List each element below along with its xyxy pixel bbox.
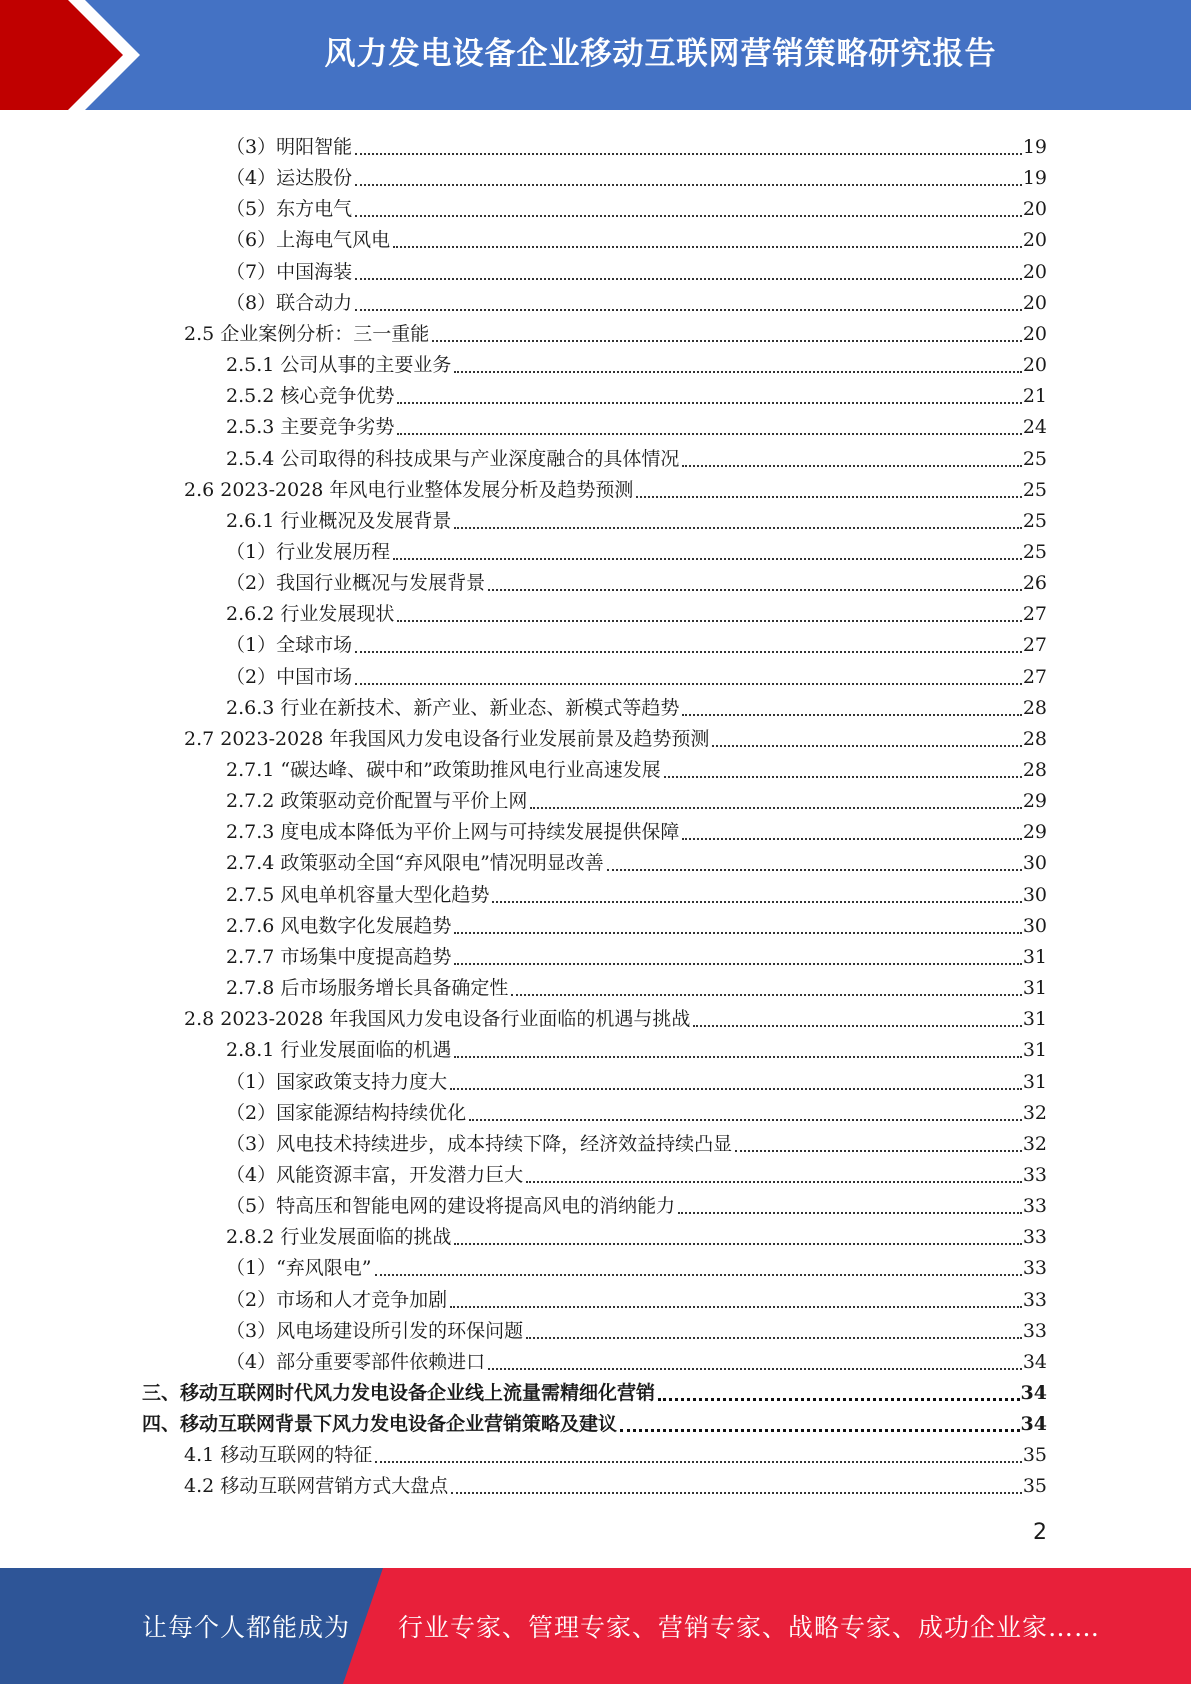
toc-entry-title: 2.7.8 后市场服务增长具备确定性 (226, 977, 509, 1000)
toc-dot-leader (355, 153, 1022, 155)
toc-entry-title: （3）风电场建设所引发的环保问题 (226, 1319, 524, 1342)
toc-dot-leader (682, 465, 1021, 467)
toc-entry-title: 2.7.1 “碳达峰、碳中和”政策助推风电行业高速发展 (226, 759, 661, 781)
toc-entry-title: （1）国家政策支持力度大 (226, 1070, 448, 1093)
toc-entry-page: 20 (1022, 260, 1047, 283)
toc-entry[interactable] (226, 688, 1047, 719)
toc-dot-leader (454, 1243, 1021, 1245)
toc-dot-leader (682, 714, 1021, 716)
toc-entry-title: （5）东方电气 (226, 198, 353, 221)
toc-dot-leader (664, 776, 1022, 778)
toc-dot-leader (735, 1150, 1022, 1152)
toc-entry-title: （5）特高压和智能电网的建设将提高风电的消纳能力 (226, 1195, 676, 1218)
toc-entry-title: 2.6.1 行业概况及发展背景 (226, 509, 452, 532)
toc-entry-title: 2.7 2023-2028 年我国风力发电设备行业发展前景及趋势预测 (184, 727, 710, 750)
toc-entry-title: （4）运达股份 (226, 167, 353, 190)
toc-entry[interactable] (184, 470, 1047, 501)
toc-entry[interactable] (226, 843, 1047, 874)
toc-entry-page: 20 (1022, 354, 1047, 377)
toc-dot-leader (658, 1398, 1020, 1401)
toc-entry-page: 31 (1022, 945, 1047, 968)
toc-entry[interactable] (226, 1062, 1047, 1093)
toc-entry-page: 20 (1022, 229, 1047, 252)
toc-entry-page: 20 (1022, 322, 1047, 345)
toc-entry[interactable] (226, 625, 1047, 656)
toc-entry-page: 29 (1022, 790, 1047, 813)
toc-entry-title: （3）风电技术持续进步，成本持续下降，经济效益持续凸显 (226, 1132, 733, 1155)
toc-dot-leader (682, 838, 1021, 840)
toc-entry[interactable] (226, 439, 1047, 470)
toc-entry-title: 2.5 企业案例分析：三一重能 (184, 322, 430, 345)
toc-entry-page: 28 (1022, 696, 1047, 719)
toc-entry[interactable] (184, 1435, 1047, 1466)
toc-dot-leader (454, 932, 1021, 934)
toc-dot-leader (469, 1119, 1022, 1121)
toc-entry[interactable] (184, 719, 1047, 750)
toc-entry-title: 2.7.2 政策驱动竞价配置与平价上网 (226, 790, 528, 813)
toc-entry-title: 2.6.3 行业在新技术、新产业、新业态、新模式等趋势 (226, 696, 680, 719)
toc-entry[interactable] (226, 781, 1047, 812)
toc-entry[interactable] (226, 657, 1047, 688)
toc-entry-title: 4.2 移动互联网营销方式大盘点 (184, 1475, 449, 1498)
toc-dot-leader (607, 869, 1022, 871)
toc-dot-leader (454, 1056, 1021, 1058)
toc-entry[interactable] (226, 252, 1047, 283)
toc-entry[interactable] (226, 407, 1047, 438)
toc-dot-leader (488, 1368, 1022, 1370)
toc-dot-leader (454, 371, 1021, 373)
toc-entry[interactable] (226, 158, 1047, 189)
toc-entry-title: （2）中国市场 (226, 665, 353, 688)
toc-entry-page: 19 (1022, 167, 1047, 190)
toc-entry[interactable] (142, 1373, 1047, 1404)
toc-entry-title: 2.7.6 风电数字化发展趋势 (226, 914, 452, 937)
toc-entry-page: 25 (1022, 447, 1047, 470)
toc-dot-leader (393, 246, 1022, 248)
toc-dot-leader (492, 901, 1021, 903)
toc-entry[interactable] (184, 1466, 1047, 1497)
toc-dot-leader (355, 278, 1022, 280)
toc-entry-page: 20 (1022, 291, 1047, 314)
toc-entry-title: 2.7.3 度电成本降低为平价上网与可持续发展提供保障 (226, 821, 680, 844)
toc-dot-leader (432, 340, 1022, 342)
toc-entry[interactable] (226, 968, 1047, 999)
report-title: 风力发电设备企业移动互联网营销策略研究报告 (324, 35, 997, 72)
toc-dot-leader (678, 1212, 1022, 1214)
toc-entry-title: （2）我国行业概况与发展背景 (226, 572, 486, 595)
footer-slogan-right: 行业专家、管理专家、营销专家、战略专家、成功企业家…… (398, 1613, 1101, 1642)
toc-entry[interactable] (226, 283, 1047, 314)
toc-entry-title: 2.5.1 公司从事的主要业务 (226, 354, 452, 377)
toc-dot-leader (451, 1492, 1022, 1494)
toc-entry[interactable] (226, 1248, 1047, 1279)
toc-dot-leader (636, 496, 1021, 498)
toc-dot-leader (397, 620, 1021, 622)
toc-entry[interactable] (226, 1093, 1047, 1124)
toc-entry-title: 2.8.1 行业发展面临的机遇 (226, 1039, 452, 1062)
toc-dot-leader (355, 309, 1022, 311)
toc-entry[interactable] (226, 1186, 1047, 1217)
toc-entry-page: 25 (1022, 509, 1047, 532)
toc-entry-page: 19 (1022, 136, 1047, 158)
toc-dot-leader (620, 1429, 1020, 1432)
toc-entry-title: 四、移动互联网背景下风力发电设备企业营销策略及建议 (142, 1413, 618, 1436)
toc-entry-title: （8）联合动力 (226, 291, 353, 314)
toc-dot-leader (526, 1181, 1022, 1183)
toc-entry[interactable] (226, 1311, 1047, 1342)
toc-dot-leader (454, 527, 1021, 529)
toc-entry-page: 27 (1022, 665, 1047, 688)
toc-entry-title: 2.8 2023-2028 年我国风力发电设备行业面临的机遇与挑战 (184, 1008, 691, 1031)
toc-entry-title: 2.7.5 风电单机容量大型化趋势 (226, 883, 490, 906)
toc-entry-title: （1）全球市场 (226, 634, 353, 657)
toc-entry-title: 三、移动互联网时代风力发电设备企业线上流量需精细化营销 (142, 1382, 656, 1404)
toc-entry-page: 21 (1022, 385, 1047, 408)
toc-entry-page: 32 (1022, 1132, 1047, 1155)
toc-dot-leader (511, 994, 1021, 996)
toc-entry-title: 2.5.4 公司取得的科技成果与产业深度融合的具体情况 (226, 447, 680, 470)
toc-entry[interactable] (226, 1280, 1047, 1311)
toc-entry-title: 2.7.4 政策驱动全国“弃风限电”情况明显改善 (226, 852, 604, 875)
toc-entry[interactable] (226, 1155, 1047, 1186)
toc-dot-leader (693, 1025, 1021, 1027)
toc-entry[interactable] (226, 345, 1047, 376)
toc-entry-title: （1）“弃风限电” (226, 1257, 372, 1280)
toc-entry-title: （2）国家能源结构持续优化 (226, 1101, 467, 1124)
page-header (0, 0, 1191, 110)
toc-entry-title: 2.6 2023-2028 年风电行业整体发展分析及趋势预测 (184, 478, 634, 501)
toc-entry[interactable] (226, 501, 1047, 532)
toc-dot-leader (355, 683, 1022, 685)
toc-dot-leader (375, 1461, 1022, 1463)
toc-entry[interactable] (142, 1404, 1047, 1435)
toc-entry-page: 27 (1022, 603, 1047, 626)
toc-entry-page: 32 (1022, 1101, 1047, 1124)
toc-dot-leader (526, 1337, 1022, 1339)
toc-entry-title: （4）风能资源丰富，开发潜力巨大 (226, 1163, 524, 1186)
page-number: 2 (1033, 1520, 1047, 1545)
toc-entry[interactable] (226, 189, 1047, 220)
toc-dot-leader (393, 558, 1022, 560)
toc-dot-leader (488, 589, 1022, 591)
toc-entry-title: 2.8.2 行业发展面临的挑战 (226, 1226, 452, 1249)
toc-entry[interactable] (226, 127, 1047, 158)
toc-entry-page: 35 (1022, 1444, 1047, 1467)
toc-entry[interactable] (226, 812, 1047, 843)
toc-dot-leader (375, 1274, 1022, 1276)
toc-entry-page: 27 (1022, 634, 1047, 657)
toc-entry-page: 25 (1022, 478, 1047, 501)
toc-entry[interactable] (226, 1342, 1047, 1373)
toc-dot-leader (450, 1306, 1022, 1308)
toc-entry-page: 34 (1020, 1413, 1047, 1436)
toc-entry-title: 2.5.3 主要竞争劣势 (226, 416, 395, 439)
toc-dot-leader (355, 651, 1022, 653)
toc-dot-leader (454, 963, 1021, 965)
toc-dot-leader (712, 745, 1021, 747)
toc-entry-title: 4.1 移动互联网的特征 (184, 1444, 373, 1467)
toc-entry-title: （4）部分重要零部件依赖进口 (226, 1350, 486, 1373)
toc-entry-page: 34 (1022, 1350, 1047, 1373)
toc-entry-page: 31 (1022, 1070, 1047, 1093)
toc-entry-page: 29 (1022, 821, 1047, 844)
toc-entry-page: 26 (1022, 572, 1047, 595)
toc-entry[interactable] (226, 750, 1047, 781)
toc-entry[interactable] (226, 563, 1047, 594)
toc-entry[interactable] (226, 220, 1047, 251)
toc-entry-title: 2.5.2 核心竞争优势 (226, 385, 395, 408)
toc-entry-page: 34 (1020, 1382, 1047, 1404)
toc-entry[interactable] (226, 532, 1047, 563)
toc-dot-leader (530, 807, 1021, 809)
toc-dot-leader (397, 433, 1021, 435)
toc-entry-title: （1）行业发展历程 (226, 540, 391, 563)
toc-entry-page: 31 (1022, 1039, 1047, 1062)
toc-entry[interactable] (226, 376, 1047, 407)
toc-entry-title: （2）市场和人才竞争加剧 (226, 1288, 448, 1311)
toc-entry-page: 31 (1022, 977, 1047, 1000)
toc-entry-page: 28 (1022, 759, 1047, 781)
toc-entry[interactable] (226, 1030, 1047, 1061)
toc-entry[interactable] (226, 1124, 1047, 1155)
toc-dot-leader (355, 184, 1022, 186)
toc-entry-page: 24 (1022, 416, 1047, 439)
toc-entry-page: 33 (1022, 1226, 1047, 1249)
toc-dot-leader (397, 402, 1021, 404)
toc-entry-page: 33 (1022, 1288, 1047, 1311)
toc-entry[interactable] (226, 875, 1047, 906)
page-footer (0, 1568, 1191, 1684)
toc-entry-page: 30 (1022, 914, 1047, 937)
toc-entry-page: 33 (1022, 1257, 1047, 1280)
toc-entry-page: 31 (1022, 1008, 1047, 1031)
toc-entry-page: 33 (1022, 1163, 1047, 1186)
toc-dot-leader (450, 1088, 1022, 1090)
toc-entry-page: 33 (1022, 1319, 1047, 1342)
toc-entry[interactable] (226, 937, 1047, 968)
toc-entry-title: 2.6.2 行业发展现状 (226, 603, 395, 626)
toc-entry-page: 33 (1022, 1195, 1047, 1218)
toc-dot-leader (355, 215, 1022, 217)
toc-entry[interactable] (226, 594, 1047, 625)
toc-entry-title: （6）上海电气风电 (226, 229, 391, 252)
toc-entry-title: （7）中国海装 (226, 260, 353, 283)
toc-entry-page: 30 (1022, 852, 1047, 875)
toc-entry-page: 25 (1022, 540, 1047, 563)
toc-entry[interactable] (184, 314, 1047, 345)
toc-entry[interactable] (226, 906, 1047, 937)
toc-entry-page: 35 (1022, 1475, 1047, 1498)
toc-entry-title: （3）明阳智能 (226, 136, 353, 158)
toc-entry[interactable] (184, 999, 1047, 1030)
toc-entry-page: 30 (1022, 883, 1047, 906)
toc-entry[interactable] (226, 1217, 1047, 1248)
header-arrow-decoration (0, 0, 148, 110)
toc-entry-title: 2.7.7 市场集中度提高趋势 (226, 945, 452, 968)
footer-slogan-left: 让每个人都能成为 (142, 1613, 351, 1642)
toc-entry-page: 20 (1022, 198, 1047, 221)
toc-entry-page: 28 (1022, 727, 1047, 750)
